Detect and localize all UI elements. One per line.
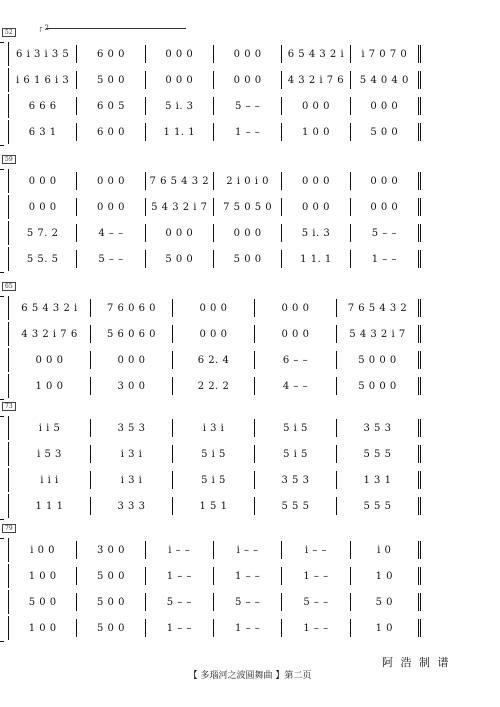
- measure: 0 0 0: [146, 224, 214, 242]
- measure: 5 0 0: [77, 567, 145, 585]
- measure: 5 0 0: [214, 250, 282, 268]
- measure: 5 0 0: [351, 123, 421, 141]
- system-bracket: [0, 296, 4, 400]
- measure: 6 5 4 3 2 i: [9, 299, 91, 317]
- staff-row: [8, 42, 421, 66]
- measure: 6 0 5: [77, 97, 145, 115]
- measure: 0 0 0: [282, 198, 350, 216]
- measure: 7 6 5 4 3 2: [337, 299, 421, 317]
- staff-row: [8, 616, 421, 640]
- staff-row: [8, 590, 421, 614]
- measure: 1 0: [351, 619, 421, 637]
- measure: 5 6 0 6 0: [91, 325, 173, 343]
- staff-row: [8, 195, 421, 219]
- measure: 5 4 3 2 i 7: [146, 198, 214, 216]
- staff-row: [8, 94, 421, 118]
- measure: 0 0 0: [255, 299, 337, 317]
- measure: 5 – –: [146, 593, 214, 611]
- measure: 5 0 0: [77, 71, 145, 89]
- measure: 1 – –: [214, 123, 282, 141]
- page-corner-label: ┌ 2: [38, 24, 49, 32]
- measure: 0 0 0: [77, 172, 145, 190]
- measure: 6 i 3 i 3 5: [9, 45, 77, 63]
- measure: 5 0 0: [146, 250, 214, 268]
- measure: 1 – –: [282, 567, 350, 585]
- measure: i 6 1 6 i 3: [9, 71, 77, 89]
- measure: 3 5 3: [255, 471, 337, 489]
- measure: i 5 3: [9, 445, 91, 463]
- staff-row: [8, 221, 421, 245]
- measure: 4 – –: [77, 224, 145, 242]
- staff-row: [8, 169, 421, 193]
- measure: 5 i. 3: [282, 224, 350, 242]
- measure: 5 7. 2: [9, 224, 77, 242]
- measure: 5 0 0 0: [337, 377, 421, 395]
- measure: 0 0 0: [91, 351, 173, 369]
- measure: 0 0 0: [146, 71, 214, 89]
- measure: 1 0 0: [9, 619, 77, 637]
- measure: 5 – –: [282, 593, 350, 611]
- measure: 5 5 5: [255, 497, 337, 515]
- measure: 0 0 0: [77, 198, 145, 216]
- measure: 5 0: [351, 593, 421, 611]
- measure: i – –: [282, 541, 350, 559]
- measure: 5 5. 5: [9, 250, 77, 268]
- system-bracket: [0, 42, 4, 146]
- measure: 5 5 5: [337, 497, 421, 515]
- measure: 3 5 3: [91, 419, 173, 437]
- staff-row: [8, 564, 421, 588]
- measure: 1 0 0: [9, 377, 91, 395]
- measure: i i i: [9, 471, 91, 489]
- measure: 2 i 0 i 0: [214, 172, 282, 190]
- measure: 6 2. 4: [173, 351, 255, 369]
- measure: 1 5 1: [173, 497, 255, 515]
- measure: 0 0 0: [214, 45, 282, 63]
- measure: i i 5: [9, 419, 91, 437]
- measure: 3 3 3: [91, 497, 173, 515]
- measure: 4 3 2 i 7 6: [282, 71, 350, 89]
- measure: 1 0 0: [9, 567, 77, 585]
- measure: 1 – –: [214, 567, 282, 585]
- measure: 5 4 3 2 i 7: [337, 325, 421, 343]
- measure: 7 5 0 5 0: [214, 198, 282, 216]
- measure: 5 – –: [77, 250, 145, 268]
- staff-row: [8, 322, 421, 346]
- measure: 1 0 0: [282, 123, 350, 141]
- measure: 4 3 2 i 7 6: [9, 325, 91, 343]
- measure: 4 – –: [255, 377, 337, 395]
- measure: 1 – –: [282, 619, 350, 637]
- measure: 2 2. 2: [173, 377, 255, 395]
- staff-row: [8, 247, 421, 271]
- arranger-credit: 阿 浩 制 谱: [382, 656, 451, 669]
- measure: 5 i 5: [173, 445, 255, 463]
- measure: 0 0 0: [282, 172, 350, 190]
- staff-row: [8, 538, 421, 562]
- measure: i – –: [214, 541, 282, 559]
- measure: 5 0 0: [77, 619, 145, 637]
- measure: 1 – –: [214, 619, 282, 637]
- measure: 3 0 0: [77, 541, 145, 559]
- measure: 0 0 0: [9, 172, 77, 190]
- measure: 5 i 5: [173, 471, 255, 489]
- measure: 0 0 0: [9, 198, 77, 216]
- top-rule: [46, 28, 186, 29]
- measure: 1 1. 1: [282, 250, 350, 268]
- system-bracket: [0, 169, 4, 273]
- system-bracket: [0, 538, 4, 642]
- measure: 5 – –: [214, 593, 282, 611]
- rehearsal-mark: 73: [2, 402, 16, 411]
- measure: 0 0 0: [173, 299, 255, 317]
- measure: 1 1. 1: [146, 123, 214, 141]
- measure: 5 – –: [351, 224, 421, 242]
- staff-row: [8, 296, 421, 320]
- rehearsal-mark: 65: [2, 282, 16, 291]
- measure: 6 0 0: [77, 123, 145, 141]
- measure: i – –: [146, 541, 214, 559]
- staff-row: [8, 374, 421, 398]
- measure: 0 0 0: [351, 172, 421, 190]
- measure: 0 0 0: [351, 97, 421, 115]
- measure: 5 i. 3: [146, 97, 214, 115]
- measure: 0 0 0: [9, 351, 91, 369]
- rehearsal-mark: 79: [2, 524, 16, 533]
- measure: i 7 0 7 0: [351, 45, 421, 63]
- measure: 0 0 0: [282, 97, 350, 115]
- measure: i 3 i: [91, 445, 173, 463]
- measure: 6 3 1: [9, 123, 77, 141]
- staff-row: [8, 348, 421, 372]
- measure: 7 6 5 4 3 2: [146, 172, 214, 190]
- measure: 1 – –: [146, 567, 214, 585]
- measure: 1 – –: [351, 250, 421, 268]
- measure: 6 5 4 3 2 i: [282, 45, 350, 63]
- measure: 5 i 5: [255, 445, 337, 463]
- measure: 0 0 0: [351, 198, 421, 216]
- system-bracket: [0, 416, 4, 520]
- staff-row: [8, 120, 421, 144]
- page-footer: 【 多瑙河之波圆舞曲 】第二页: [188, 671, 312, 681]
- measure: 5 0 0 0: [337, 351, 421, 369]
- rehearsal-mark: 59: [2, 155, 16, 164]
- measure: 1 1 1: [9, 497, 91, 515]
- rehearsal-mark: 52: [2, 28, 16, 37]
- measure: 6 0 0: [77, 45, 145, 63]
- measure: 6 6 6: [9, 97, 77, 115]
- measure: 5 – –: [214, 97, 282, 115]
- measure: 0 0 0: [146, 45, 214, 63]
- measure: 5 0 0: [77, 593, 145, 611]
- measure: 0 0 0: [173, 325, 255, 343]
- measure: i 0 0: [9, 541, 77, 559]
- staff-row: [8, 416, 421, 440]
- measure: 3 0 0: [91, 377, 173, 395]
- staff-row: [8, 442, 421, 466]
- measure: 0 0 0: [255, 325, 337, 343]
- measure: 3 5 3: [337, 419, 421, 437]
- staff-row: [8, 68, 421, 92]
- measure: 7 6 0 6 0: [91, 299, 173, 317]
- measure: 5 0 0: [9, 593, 77, 611]
- staff-row: [8, 468, 421, 492]
- staff-row: [8, 494, 421, 518]
- measure: i 3 i: [91, 471, 173, 489]
- measure: 5 i 5: [255, 419, 337, 437]
- measure: i 3 i: [173, 419, 255, 437]
- measure: 1 – –: [146, 619, 214, 637]
- measure: 6 – –: [255, 351, 337, 369]
- measure: 1 3 1: [337, 471, 421, 489]
- measure: 0 0 0: [214, 224, 282, 242]
- measure: 5 4 0 4 0: [351, 71, 421, 89]
- measure: 1 0: [351, 567, 421, 585]
- measure: 0 0 0: [214, 71, 282, 89]
- measure: 5 5 5: [337, 445, 421, 463]
- measure: i 0: [351, 541, 421, 559]
